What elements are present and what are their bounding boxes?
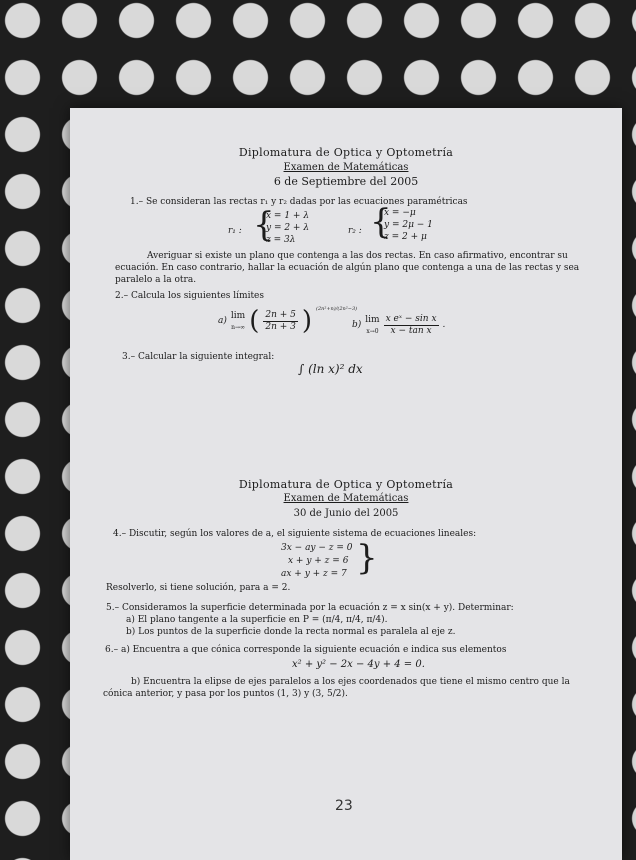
q6-b: b) Encuentra la elipse de ejes paralelos a los ejes coordenados que tiene el mismo centro que la cónica anterior, y pasa por los puntos (1, 3) y (3, 5/2). [103,677,570,699]
q6-equation: x² + y² − 2x − 4y + 4 = 0. [292,659,425,670]
limit-a-den: 2n + 3 [265,322,296,332]
q1-text: Averiguar si existe un plano que contenga a las dos rectas. En caso afirmativo, encontrar su ecuación. En caso contrario, hallar la ecuación de algún plano que contenga a una de las rectas y sea paralelo a la otra. [115,251,580,285]
q4-solve: Resolverlo, si tiene solución, para a = 2. [106,583,291,593]
page-number: 23 [335,798,353,814]
q5-a: a) El plano tangente a la superficie en P = (π/4, π/4, π/4). [126,615,388,625]
limit-a-num: 2n + 5 [265,310,296,320]
r2-eq-1: x = −μ [384,208,416,218]
q4-eq-1: 3x − ay − z = 0 [281,543,353,553]
limit-a-lim: lim [230,310,246,321]
limit-b-label: b) [352,320,362,330]
r1-eq-1: x = 1 + λ [266,211,310,221]
exam2-subtitle: Examen de Matemáticas [283,493,409,504]
q1-intro: 1.– Se consideran las rectas r₁ y r₂ dadas por las ecuaciones paramétricas [130,197,468,207]
q4-brace: { [356,538,378,578]
limit-b-sub: x→0 [366,327,379,335]
exam2-title: Diplomatura de Optica y Optometría [238,478,454,491]
q4-intro: 4.– Discutir, según los valores de a, el siguiente sistema de ecuaciones lineales: [113,529,477,539]
q4-eq-3: ax + y + z = 7 [281,569,347,579]
q3-intro: 3.– Calcular la siguiente integral: [122,352,275,362]
q5-b: b) Los puntos de la superficie donde la recta normal es paralela al eje z. [126,627,456,637]
r1-eq-2: y = 2 + λ [266,223,310,233]
r2-brace: { [370,202,392,242]
exam2-date: 30 de Junio del 2005 [293,508,399,519]
q4-eq-2: x + y + z = 6 [288,556,349,566]
q6-a: 6.– a) Encuentra a que cónica corresponde la siguiente ecuación e indica sus elementos [105,645,507,655]
limit-b: b) lim x→0 $\frac{\text{x eˣ − sin x}}{\text{x − tan x}}$ . [352,314,446,336]
q5-intro: 5.– Consideramos la superficie determinada por la ecuación z = x sin(x + y). Determinar: [106,603,514,613]
r1-eq-3: z = 3λ [266,235,296,245]
r1-label: r₁ : [228,226,242,236]
r2-label: r₂ : [348,226,362,236]
q3-integral: ∫ (ln x)² dx [298,362,363,376]
limit-b-num: x eˣ − sin x [385,314,437,324]
r2-eq-3: z = 2 + μ [384,232,427,242]
exam1-title: Diplomatura de Optica y Optometría [238,146,454,159]
r2-eq-2: y = 2μ − 1 [384,220,433,230]
limit-b-den: x − tan x [390,326,432,336]
r1-brace: { [253,205,275,245]
limit-a-sub: n→∞ [231,323,245,331]
limit-a-label: a) [218,316,227,326]
exam1-subtitle: Examen de Matemáticas [283,162,409,173]
limit-a-exp: (2n²+n)/(2n²−3) [316,306,358,312]
q2-intro: 2.– Calcula los siguientes límites [115,291,265,301]
exam-sheet [70,108,622,860]
limit-b-lim: lim [365,314,380,325]
limit-a: a) lim n→∞ ( $\frac{2n + 5}{2n + 3}$ ) (2n²+n)/(2n²−3) [218,306,358,336]
exam1-date: 6 de Septiembre del 2005 [273,175,419,188]
